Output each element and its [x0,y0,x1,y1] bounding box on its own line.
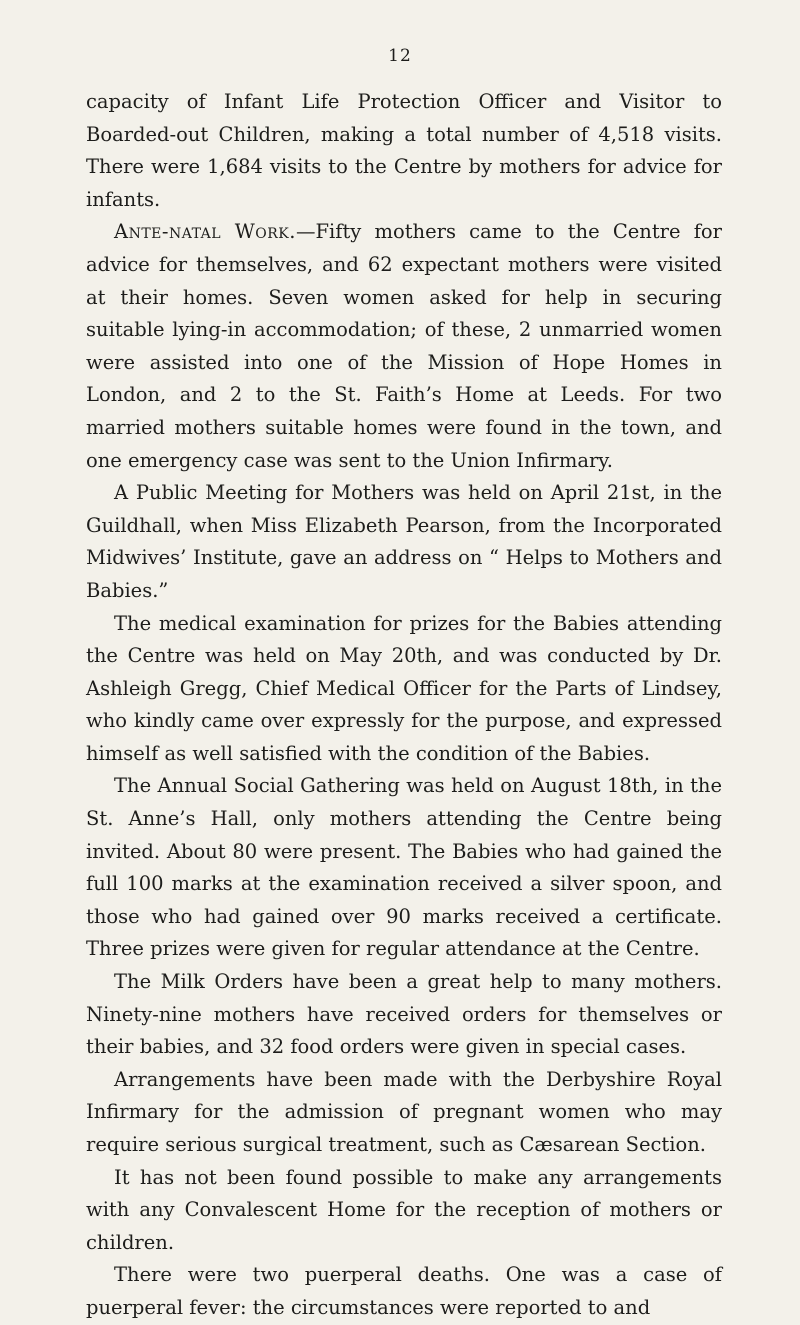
paragraph-8-text: It has not been found possible to make any arrangements with any Convalescent Home for the reception of mothers or children. [86,1165,722,1254]
paragraph-3 [86,477,722,607]
paragraph-4 [86,608,722,771]
body-text [86,86,722,1325]
paragraph-7 [86,1064,722,1162]
paragraph-6-text: The Milk Orders have been a great help to many mothers. Ninety-nine mothers have received orders for themselves or their babies, and 32 food orders were given in special cases. [86,970,722,1059]
page-number: 12 [388,46,412,66]
paragraph-1 [86,86,722,216]
paragraph-ante-natal [86,216,722,477]
paragraph-6 [86,966,722,1064]
paragraph-9-text: There were two puerperal deaths. One was a case of puerperal fever: the circumstances were reported to and [86,1263,722,1319]
paragraph-5-text: The Annual Social Gathering was held on August 18th, in the St. Anne’s Hall, only mothers attending the Centre being invited. About 80 were present. The Babies who had gained the full 100 marks at the examination received a silver spoon, and those who had gained over 90 marks received a certificate. Three prizes were given for regular attendance at the Centre. [86,774,722,961]
paragraph-3-text: A Public Meeting for Mothers was held on April 21st, in the Guildhall, when Miss Elizabeth Pearson, from the Incorporated Midwives’ Institute, gave an address on “ Helps to Mothers and Babies.” [86,481,722,602]
paragraph-7-text: Arrangements have been made with the Derbyshire Royal Infirmary for the admission of pregnant women who may require serious surgical treatment, such as Cæsarean Section. [86,1067,722,1156]
paragraph-4-text: The medical examination for prizes for the Babies attending the Centre was held on May 20th, and was conducted by Dr. Ashleigh Gregg, Chief Medical Officer for the Parts of Lindsey, who kindly came over expressly for the purpose, and expressed himself as well satisfied with the condition of the Babies. [86,611,722,765]
section-heading-ante-natal: Ante-natal Work. [114,220,296,244]
paragraph-8 [86,1162,722,1260]
paragraph-9 [86,1259,722,1324]
paragraph-5 [86,770,722,966]
paragraph-1-text: capacity of Infant Life Protection Officer and Visitor to Boarded-out Children, making a total number of 4,518 visits. There were 1,684 visits to the Centre by mothers for advice for infants. [86,90,722,211]
paragraph-2-text: —Fifty mothers came to the Centre for advice for themselves, and 62 expectant mothers were visited at their homes. Seven women asked for help in securing suitable lying-in accommodation; of these, 2 unmarried women were assisted into one of the Mission of Hope Homes in London, and 2 to the St. Faith’s Home at Leeds. For two married mothers suitable homes were found in the town, and one emergency case was sent to the Union Infirmary. [86,220,722,472]
